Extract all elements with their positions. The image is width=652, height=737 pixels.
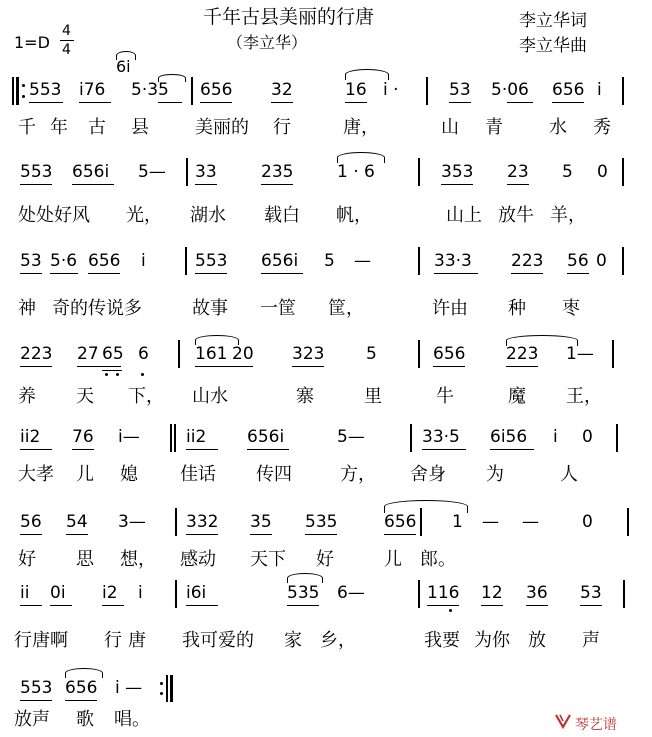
- note-group: 76: [72, 427, 94, 447]
- underline: [261, 273, 303, 274]
- barline: [622, 77, 624, 105]
- underline: [66, 534, 88, 535]
- lyricist-credit: 李立华词: [519, 11, 587, 31]
- underline: [507, 102, 533, 103]
- repeat-start-barline: [16, 77, 19, 105]
- note-group: 32: [271, 80, 293, 100]
- lyric: 养: [18, 386, 36, 407]
- slur: [287, 573, 323, 583]
- note-group: ii2: [20, 427, 41, 447]
- underline: [20, 449, 52, 450]
- note-group: 6i56: [490, 427, 528, 447]
- lyric: 为你: [474, 630, 510, 651]
- lyric: 山: [441, 117, 459, 138]
- note-group: 223: [20, 344, 53, 364]
- lyric: 神: [18, 298, 36, 319]
- barline: [622, 247, 624, 275]
- note-group: 656i: [261, 251, 299, 271]
- barline: [616, 424, 618, 452]
- barline: [612, 340, 614, 368]
- barline: [418, 158, 420, 186]
- lyric: 郎。: [420, 549, 456, 570]
- underline: [29, 102, 63, 103]
- underline: [20, 366, 52, 367]
- note-group: 5—: [337, 427, 365, 447]
- underline: [507, 184, 529, 185]
- lyric: 放: [528, 630, 546, 651]
- time-signature-numerator: 4: [62, 23, 71, 39]
- lyric: 放声: [14, 709, 50, 730]
- underline: [20, 605, 42, 606]
- lyric: 枣: [562, 298, 580, 319]
- note-group: 16: [345, 80, 367, 100]
- note-group: 656: [65, 678, 98, 698]
- note-group: 20: [232, 344, 254, 364]
- lyric: 歌: [76, 709, 94, 730]
- watermark-logo: [554, 712, 572, 734]
- underline: [20, 184, 52, 185]
- underline: [195, 366, 253, 367]
- underline: [186, 449, 218, 450]
- note-group: 656: [384, 512, 417, 532]
- barline: [185, 247, 187, 275]
- lyric: 山上: [446, 205, 482, 226]
- lyric: 大孝: [18, 464, 54, 485]
- underline: [449, 102, 471, 103]
- note-group: 116: [427, 583, 460, 603]
- lyric: 年: [50, 117, 68, 138]
- underline: [433, 366, 465, 367]
- lyric: 好: [316, 549, 334, 570]
- repeat-dot: [22, 84, 25, 87]
- lyric: 湖水: [190, 205, 226, 226]
- lyric: 帆，: [336, 205, 372, 226]
- lyric: 我可爱的: [182, 630, 254, 651]
- note-group: 1 · 6: [337, 162, 375, 182]
- watermark-text: 琴艺谱: [575, 717, 617, 733]
- lyric: 羊，: [550, 205, 586, 226]
- note-group: 0: [596, 251, 607, 271]
- note-group: 656i: [247, 427, 285, 447]
- barline: [418, 340, 420, 368]
- underline: [195, 184, 217, 185]
- repeat-end-barline: [166, 675, 168, 702]
- note-group: 0i: [50, 583, 66, 603]
- note-group: 33: [195, 162, 217, 182]
- underline: [250, 534, 272, 535]
- note-group: 656: [200, 80, 233, 100]
- slur: [195, 335, 239, 345]
- underline: [287, 605, 319, 606]
- underline: [526, 605, 548, 606]
- note-group: ii: [20, 583, 30, 603]
- barline: [623, 580, 625, 608]
- note-group: 5·6: [50, 251, 78, 271]
- note-group: 53: [580, 583, 602, 603]
- note-group: 53: [20, 251, 42, 271]
- underline: [271, 102, 293, 103]
- barline: [186, 158, 188, 186]
- underline: [72, 184, 114, 185]
- underline: [481, 605, 503, 606]
- lyric: 行: [104, 630, 122, 651]
- repeat-start-barline: [12, 77, 14, 105]
- underline: [506, 366, 538, 367]
- note-group: 0: [597, 162, 608, 182]
- note-group: 65: [102, 344, 124, 364]
- note-group: 553: [195, 251, 228, 271]
- note-group: 223: [511, 251, 544, 271]
- underline: [79, 102, 111, 103]
- note-group: 0: [582, 427, 593, 447]
- lyric: 光，: [126, 205, 162, 226]
- note-group: —: [482, 512, 499, 532]
- barline: [175, 508, 177, 536]
- slur: [506, 335, 578, 346]
- note-group: 54: [66, 512, 88, 532]
- underline: [65, 700, 97, 701]
- lyric: 感动: [180, 549, 216, 570]
- slur: [337, 152, 385, 163]
- barline: [178, 340, 180, 368]
- slur: [345, 69, 389, 80]
- lyric: 行唐啊: [14, 630, 68, 651]
- note-group: 36: [526, 583, 548, 603]
- lyric: 乡，: [320, 630, 356, 651]
- note-group: 5: [324, 251, 335, 271]
- lyric: 天: [76, 386, 94, 407]
- lyric: 家: [284, 630, 302, 651]
- lyric: 寨: [296, 386, 314, 407]
- lyric: 故事: [192, 298, 228, 319]
- repeat-dot: [22, 95, 25, 98]
- lyric: 唱。: [114, 709, 150, 730]
- note-group: 332: [186, 512, 219, 532]
- note-group: 323: [292, 344, 325, 364]
- lyric: 筐，: [328, 298, 364, 319]
- octave-dot: [449, 609, 452, 612]
- note-group: i6i: [186, 583, 207, 603]
- underline: [72, 449, 94, 450]
- note-group: i —: [115, 678, 143, 698]
- barline: [410, 424, 412, 452]
- slur: [158, 74, 186, 82]
- underline: [292, 366, 324, 367]
- barline: [622, 158, 624, 186]
- lyric: 千: [18, 117, 36, 138]
- note-group: i76: [79, 80, 106, 100]
- lyric: 水: [549, 117, 567, 138]
- note-group: 535: [305, 512, 338, 532]
- note-group: 0: [582, 512, 593, 532]
- slur: [384, 500, 468, 513]
- song-subtitle: （李立华）: [227, 33, 308, 52]
- note-group: 33·5: [422, 427, 460, 447]
- lyric: 好: [18, 549, 36, 570]
- composer-credit: 李立华曲: [519, 36, 587, 56]
- underline: [20, 700, 52, 701]
- lyric: 人: [560, 464, 578, 485]
- lyric: 许由: [432, 298, 468, 319]
- underline: [195, 273, 227, 274]
- note-group: 553: [20, 678, 53, 698]
- note-group: 53: [449, 80, 471, 100]
- underline: [567, 273, 589, 274]
- lyric: 媳: [120, 464, 138, 485]
- note-group: 27: [77, 344, 99, 364]
- underline: [20, 273, 42, 274]
- barline: [418, 580, 420, 608]
- note-group: 656: [88, 251, 121, 271]
- lyric: 儿: [76, 464, 94, 485]
- note-group: 5—: [138, 162, 166, 182]
- note-group: 23: [507, 162, 529, 182]
- barline: [191, 77, 193, 105]
- note-group: 1—: [566, 344, 594, 364]
- note-group: 553: [29, 80, 62, 100]
- underline: [247, 449, 289, 450]
- underline: [384, 534, 416, 535]
- lyric: 儿: [384, 549, 402, 570]
- note-group: 56: [567, 251, 589, 271]
- note-group: 6i: [116, 57, 131, 76]
- barline: [627, 508, 629, 536]
- lyric: 佳话: [180, 464, 216, 485]
- slur: [65, 668, 103, 678]
- note-group: i2: [102, 583, 118, 603]
- underline: [422, 449, 466, 450]
- lyric: 美丽的: [195, 117, 249, 138]
- note-group: 656i: [72, 162, 110, 182]
- lyric: 种: [508, 298, 526, 319]
- lyric: 想，: [120, 549, 156, 570]
- note-group: i: [553, 427, 558, 447]
- underline: [441, 184, 473, 185]
- lyric: 奇的传说多: [52, 298, 142, 319]
- lyric: 县: [131, 117, 149, 138]
- note-group: 6—: [337, 583, 365, 603]
- note-group: 5: [562, 162, 573, 182]
- note-group: i: [597, 80, 602, 100]
- qinyipu-logo-icon: [554, 712, 572, 730]
- repeat-dot: [160, 692, 163, 695]
- note-group: 1: [452, 512, 463, 532]
- lyric: 牛: [436, 386, 454, 407]
- repeat-dot: [160, 682, 163, 685]
- lyric: 里: [364, 386, 382, 407]
- note-group: 553: [20, 162, 53, 182]
- underline: [158, 102, 182, 103]
- note-group: 656: [552, 80, 585, 100]
- note-group: 12: [481, 583, 503, 603]
- lyric: 古: [88, 117, 106, 138]
- repeat-barline: [170, 424, 172, 452]
- underline: [102, 605, 124, 606]
- barline: [175, 580, 177, 608]
- underline: [490, 449, 534, 450]
- note-group: i: [141, 251, 146, 271]
- note-group: ii2: [186, 427, 207, 447]
- lyric: 秀: [593, 117, 611, 138]
- lyric: 思: [76, 549, 94, 570]
- underline: [20, 534, 42, 535]
- note-group: 5·06: [491, 80, 529, 100]
- note-group: 56: [20, 512, 42, 532]
- note-group: 161: [195, 344, 228, 364]
- underline: [186, 534, 218, 535]
- underline: [511, 273, 543, 274]
- lyric: 处处好风: [18, 205, 90, 226]
- lyric: 青: [485, 117, 503, 138]
- lyric: 唐: [128, 630, 146, 651]
- lyric: 方，: [340, 464, 376, 485]
- lyric: 唐，: [343, 117, 379, 138]
- octave-dot: [105, 373, 108, 376]
- underline: [345, 102, 367, 103]
- underline: [427, 605, 459, 606]
- note-group: i ·: [383, 80, 399, 100]
- barline: [418, 247, 420, 275]
- underline: [88, 273, 120, 274]
- note-group: 235: [261, 162, 294, 182]
- note-group: 535: [287, 583, 320, 603]
- lyric: 声: [582, 630, 600, 651]
- barline: [426, 77, 428, 105]
- note-group: 3—: [118, 512, 146, 532]
- note-group: —: [522, 512, 539, 532]
- lyric: 载白: [264, 205, 300, 226]
- lyric: 传四: [256, 464, 292, 485]
- note-group: 5·35: [131, 80, 169, 100]
- slur: [116, 51, 136, 60]
- lyric: 放牛: [498, 205, 534, 226]
- underline: [102, 370, 122, 371]
- lyric: 我要: [424, 630, 460, 651]
- octave-dot: [116, 373, 119, 376]
- lyric: 王，: [566, 386, 602, 407]
- repeat-end-barline: [170, 675, 173, 702]
- song-title: 千年古县美丽的行唐: [203, 6, 375, 28]
- note-group: 35: [250, 512, 272, 532]
- underline: [552, 102, 584, 103]
- lyric: 下，: [128, 386, 164, 407]
- note-group: i: [138, 583, 143, 603]
- repeat-barline: [174, 424, 176, 452]
- underline: [77, 366, 121, 367]
- underline: [50, 605, 72, 606]
- lyric: 行: [273, 117, 291, 138]
- time-signature-denominator: 4: [62, 42, 71, 58]
- note-group: 6: [138, 344, 149, 364]
- underline: [305, 534, 337, 535]
- underline: [261, 184, 293, 185]
- note-group: 223: [506, 344, 539, 364]
- note-group: 33·3: [434, 251, 472, 271]
- lyric: 为: [486, 464, 504, 485]
- lyric: 天下: [250, 549, 286, 570]
- underline: [186, 605, 218, 606]
- underline: [50, 273, 78, 274]
- lyric: 山水: [192, 386, 228, 407]
- note-group: —: [354, 251, 371, 271]
- lyric: 魔: [508, 386, 526, 407]
- lyric: 一筐: [260, 298, 296, 319]
- key-signature: 1=D: [14, 33, 50, 52]
- note-group: 5: [366, 344, 377, 364]
- underline: [580, 605, 602, 606]
- underline: [434, 273, 478, 274]
- note-group: 656: [433, 344, 466, 364]
- octave-dot: [141, 373, 144, 376]
- lyric: 舍身: [410, 464, 446, 485]
- underline: [200, 102, 232, 103]
- note-group: i—: [118, 427, 140, 447]
- note-group: 353: [441, 162, 474, 182]
